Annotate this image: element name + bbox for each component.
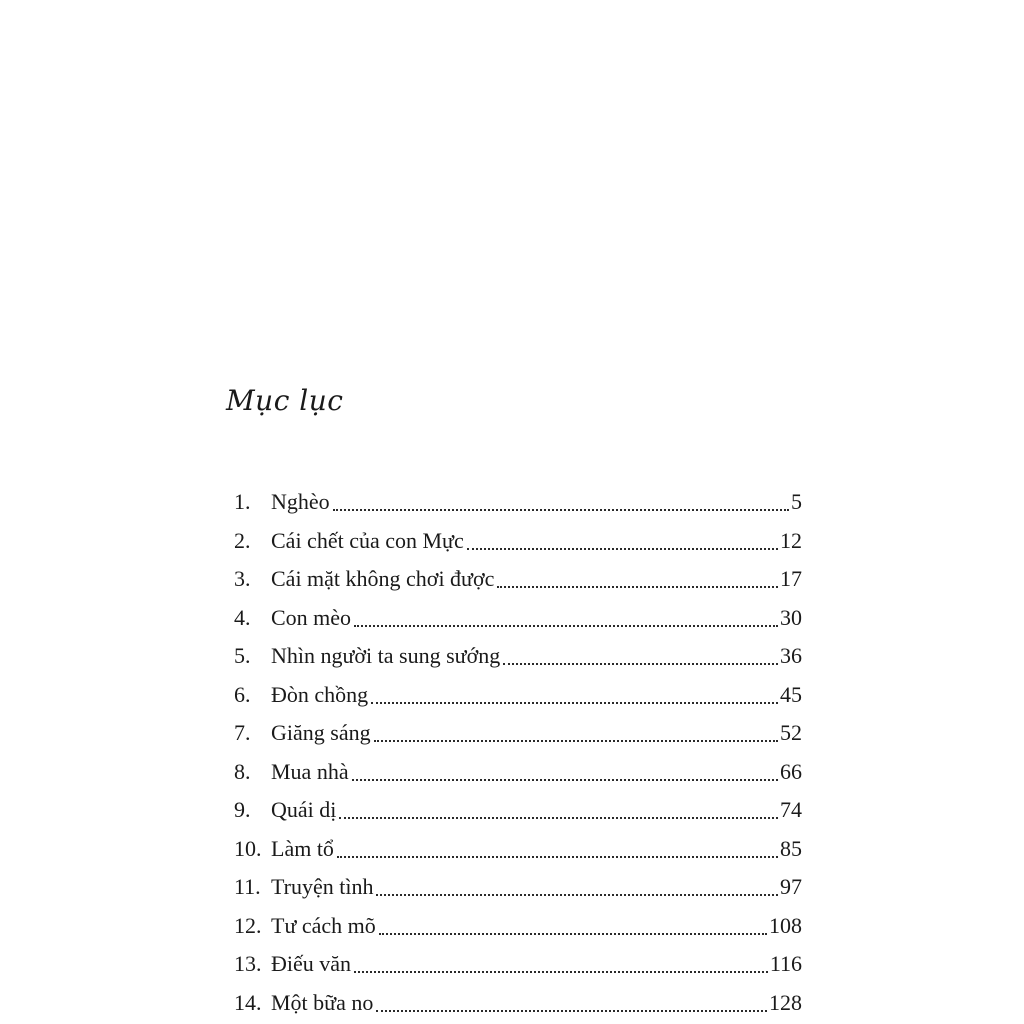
toc-entry-page: 36 [780, 643, 802, 668]
toc-entry-title: Con mèo [271, 604, 352, 630]
toc-entry-number: 5. [234, 643, 251, 668]
toc-entry-title: Truyện tình [271, 874, 374, 899]
toc-entry-page: 52 [780, 720, 802, 745]
toc-entry-number: 11. [234, 874, 261, 899]
toc-entry-title: Giăng sáng [271, 720, 371, 745]
toc-entry-number: 13. [234, 951, 262, 976]
toc-entry-page: 128 [769, 989, 802, 1015]
toc-entry-title: Nhìn người ta sung sướng [271, 643, 501, 668]
toc-entry [234, 868, 802, 907]
toc-heading: Mục lục [226, 384, 344, 417]
dot-leader [354, 610, 778, 632]
toc-entry-number: 9. [234, 797, 251, 822]
toc-entry-number: 12. [234, 912, 262, 938]
toc-entry-number: 2. [234, 527, 251, 553]
dot-leader [352, 764, 778, 786]
dot-leader [376, 995, 767, 1017]
toc-entry [234, 791, 802, 830]
toc-entry-title: Cái mặt không chơi được [271, 566, 495, 591]
toc-entry-number: 3. [234, 566, 251, 591]
toc-entry-page: 74 [780, 797, 802, 822]
toc-entry-number: 8. [234, 758, 251, 784]
toc-entry-number: 7. [234, 720, 251, 745]
toc-entry-title: Mua nhà [271, 758, 349, 784]
toc-entry-number: 1. [234, 489, 251, 514]
toc-entry-title: Cái chết của con Mực [271, 527, 464, 553]
toc-entry-number: 4. [234, 604, 251, 630]
toc-entry-number: 10. [234, 835, 262, 861]
toc-entry-number: 14. [234, 989, 262, 1015]
toc-entry-page: 17 [780, 566, 802, 591]
toc-entry [234, 522, 802, 561]
dot-leader [376, 879, 778, 901]
toc-entry-title: Làm tổ [271, 835, 334, 861]
dot-leader [497, 571, 778, 593]
toc-entry-page: 5 [791, 489, 802, 514]
toc-entry-page: 45 [780, 681, 802, 707]
toc-entry-page: 30 [780, 604, 802, 630]
dot-leader [371, 687, 778, 709]
toc-entry-title: Tư cách mõ [271, 912, 376, 938]
toc-entry [234, 714, 802, 753]
toc-entry [234, 753, 802, 792]
toc-entry [234, 560, 802, 599]
toc-entry [234, 907, 802, 946]
dot-leader [339, 802, 778, 824]
toc-entry-title: Đòn chồng [271, 681, 369, 707]
toc-entry-title: Quái dị [271, 797, 337, 822]
dot-leader [374, 725, 778, 747]
toc-entry [234, 599, 802, 638]
toc-entry-title: Nghèo [271, 489, 330, 514]
toc-entry-page: 12 [780, 527, 802, 553]
toc-entry [234, 676, 802, 715]
toc-entry [234, 483, 802, 522]
toc-entry-title: Một bữa no [271, 989, 374, 1015]
dot-leader [379, 918, 767, 940]
dot-leader [333, 494, 789, 516]
toc-entry-page: 85 [780, 835, 802, 861]
toc-entry [234, 637, 802, 676]
toc-entry [234, 830, 802, 869]
toc-list [234, 483, 802, 1022]
toc-entry-page: 66 [780, 758, 802, 784]
toc-entry-title: Điếu văn [271, 951, 352, 976]
dot-leader [354, 956, 768, 978]
dot-leader [337, 841, 778, 863]
toc-entry [234, 984, 802, 1023]
toc-entry-page: 108 [769, 912, 802, 938]
toc-entry-page: 116 [769, 951, 802, 976]
dot-leader [467, 533, 778, 555]
toc-entry-page: 97 [780, 874, 802, 899]
toc-entry-number: 6. [234, 681, 251, 707]
dot-leader [503, 648, 778, 670]
toc-entry [234, 945, 802, 984]
